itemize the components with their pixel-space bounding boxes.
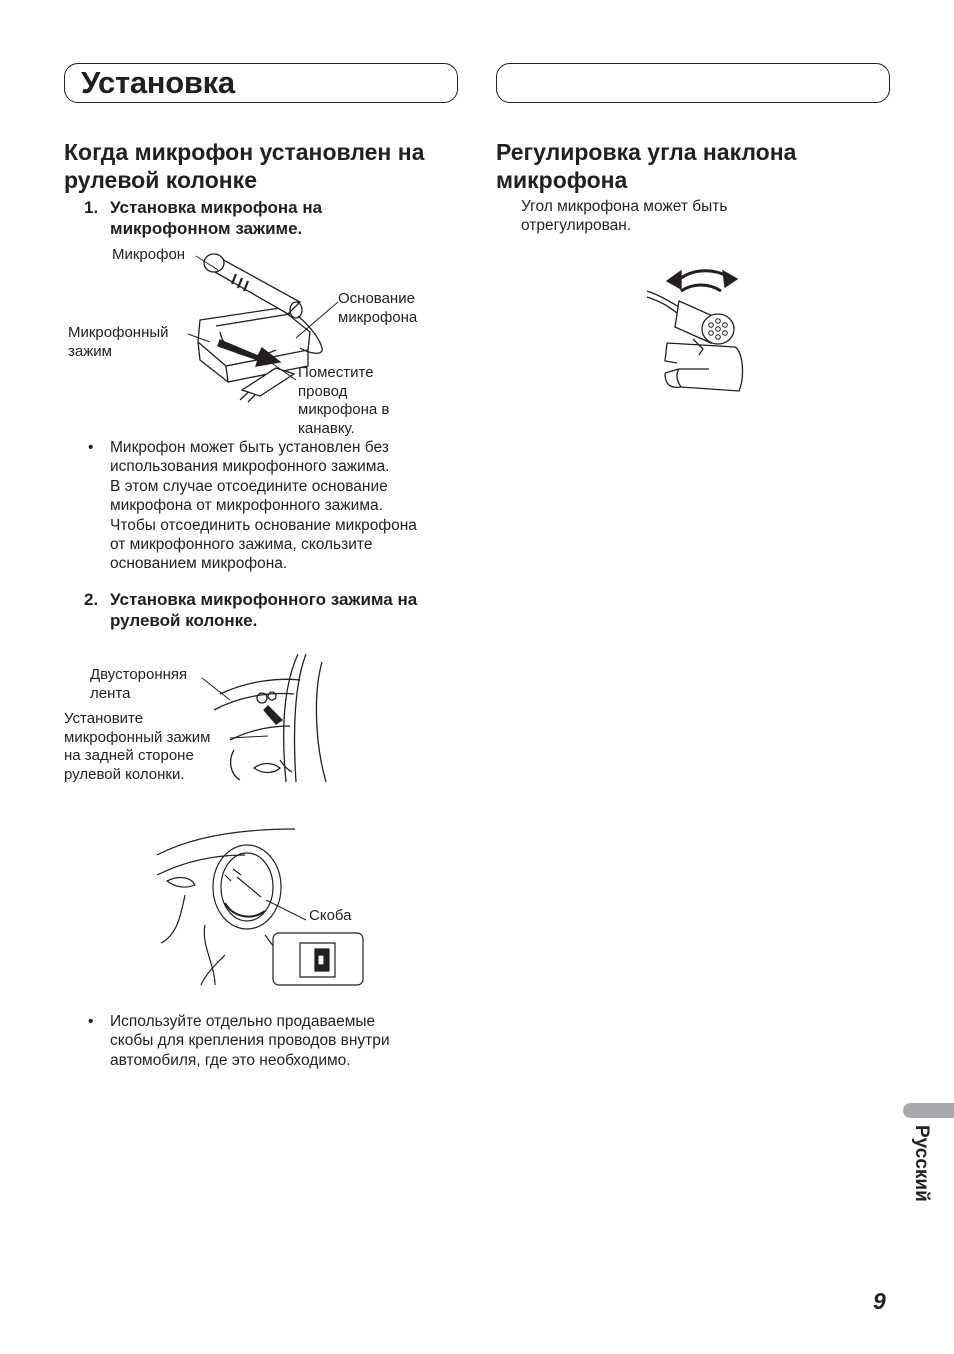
step-2 bbox=[84, 589, 454, 633]
step-1-number: 1. bbox=[84, 198, 99, 217]
step-2-text: Установка микрофонного зажима на рулевой колонке. bbox=[110, 590, 418, 630]
right-body-text: Угол микрофона может быть отрегулирован. bbox=[521, 198, 728, 235]
right-heading: Регулировка угла наклона микрофона bbox=[496, 139, 797, 193]
page-number: 9 bbox=[873, 1288, 886, 1314]
language-label bbox=[900, 1125, 940, 1225]
bullet-item bbox=[88, 438, 458, 578]
label-mic-clip: Микрофонный зажим bbox=[68, 324, 169, 360]
label-microphone: Микрофон bbox=[112, 246, 186, 263]
label-install-clip: Установите микрофонный зажим на задней стороне рулевой колонки. bbox=[64, 710, 211, 783]
steering-column-illustration bbox=[210, 650, 335, 788]
bullet-text: Микрофон может быть установлен без использования микрофонного зажима. В этом случае отсоедините основание микрофона от микрофонного зажима. Чтобы отсоединить основание микрофона от микрофонного зажима, скользите основанием микрофона. bbox=[110, 439, 417, 573]
bullet-dot: • bbox=[88, 439, 94, 456]
label-place-wire: Поместите провод микрофона в канавку. bbox=[298, 364, 390, 437]
bullet-text: Используйте отдельно продаваемые скобы для крепления проводов внутри автомобиля, где это необходимо. bbox=[110, 1013, 390, 1069]
language-tab bbox=[903, 1103, 954, 1118]
mic-angle-illustration bbox=[645, 265, 750, 400]
label-double-tape: Двусторонняя лента bbox=[90, 666, 188, 702]
bullet-dot: • bbox=[88, 1013, 94, 1030]
language-text: Русский bbox=[911, 1125, 932, 1202]
label-bracket: Скоба bbox=[309, 907, 352, 924]
step-2-number: 2. bbox=[84, 590, 99, 609]
left-heading: Когда микрофон установлен на рулевой колонке bbox=[64, 139, 425, 193]
label-mic-base: Основание микрофона bbox=[338, 290, 418, 326]
section-title: Установка bbox=[81, 65, 235, 100]
step-1-text: Установка микрофона на микрофонном зажиме. bbox=[110, 198, 323, 238]
bullet-item bbox=[88, 1012, 458, 1074]
